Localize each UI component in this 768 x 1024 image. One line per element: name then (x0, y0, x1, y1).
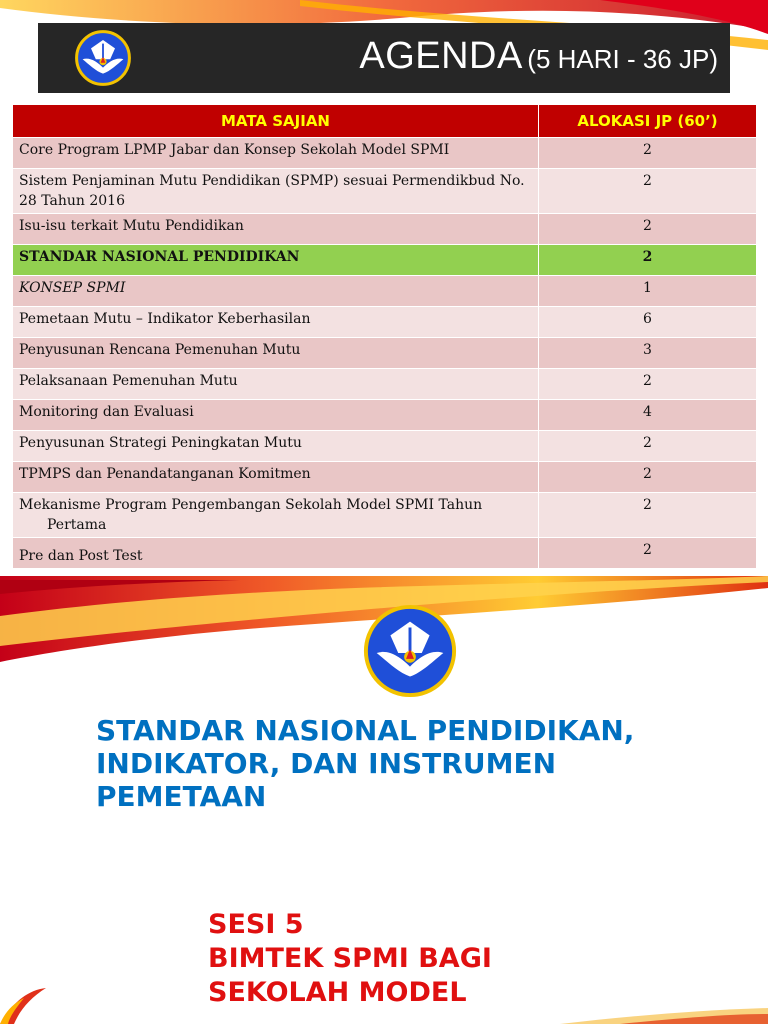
row-value: 2 (539, 169, 757, 214)
bottom-left-swoosh-decoration (0, 966, 80, 1024)
bottom-right-swoosh-decoration (560, 996, 768, 1024)
session-line: BIMTEK SPMI BAGI (208, 943, 492, 974)
row-value: 6 (539, 307, 757, 338)
agenda-title-sub: (5 HARI - 36 JP) (527, 44, 718, 74)
table-row (13, 338, 757, 369)
table-row (13, 462, 757, 493)
slide-title-line: INDIKATOR, DAN INSTRUMEN (96, 747, 557, 780)
table-row-highlighted (13, 245, 757, 276)
table-row (13, 493, 757, 538)
session-line: SEKOLAH MODEL (208, 977, 467, 1008)
tut-wuri-handayani-logo-icon (356, 602, 464, 700)
row-label: Penyusunan Rencana Pemenuhan Mutu (13, 338, 539, 369)
row-label: TPMPS dan Penandatanganan Komitmen (13, 462, 539, 493)
column-header-mata-sajian: MATA SAJIAN (13, 105, 539, 138)
slide-title-line: PEMETAAN (96, 780, 267, 813)
table-header-row (13, 105, 757, 138)
table-row (13, 369, 757, 400)
row-label: Pre dan Post Test (13, 538, 539, 569)
column-header-alokasi-jp: ALOKASI JP (60’) (539, 105, 757, 138)
agenda-table (12, 104, 757, 569)
slide-title-line: STANDAR NASIONAL PENDIDIKAN, (96, 714, 635, 747)
agenda-header-bar (38, 23, 730, 93)
row-label: Core Program LPMP Jabar dan Konsep Sekolah Model SPMI (13, 138, 539, 169)
row-label: Sistem Penjaminan Mutu Pendidikan (SPMP) sesuai Permendikbud No. 28 Tahun 2016 (13, 169, 539, 214)
row-label: Pemetaan Mutu – Indikator Keberhasilan (13, 307, 539, 338)
row-label-line1: Mekanisme Program Pengembangan Sekolah Model SPMI Tahun (19, 497, 483, 513)
row-value: 2 (539, 214, 757, 245)
row-value: 3 (539, 338, 757, 369)
title-slide (0, 576, 768, 1024)
agenda-title-main: AGENDA (359, 35, 523, 77)
row-value: 2 (539, 369, 757, 400)
row-value: 1 (539, 276, 757, 307)
row-label: Pelaksanaan Pemenuhan Mutu (13, 369, 539, 400)
row-value: 2 (539, 431, 757, 462)
row-label: Monitoring dan Evaluasi (13, 400, 539, 431)
row-value: 2 (539, 493, 757, 538)
table-row (13, 169, 757, 214)
row-value: 4 (539, 400, 757, 431)
slide-title (96, 714, 736, 813)
table-row (13, 400, 757, 431)
table-row (13, 214, 757, 245)
row-value: 2 (539, 245, 757, 276)
table-row (13, 307, 757, 338)
table-row (13, 276, 757, 307)
row-label-line2: Pertama (47, 517, 107, 533)
row-value: 2 (539, 138, 757, 169)
table-row (13, 138, 757, 169)
row-label (13, 493, 539, 538)
tut-wuri-handayani-logo-icon (72, 28, 134, 88)
table-row (13, 431, 757, 462)
row-value: 2 (539, 462, 757, 493)
session-subtitle (208, 908, 492, 1010)
row-label: Isu-isu terkait Mutu Pendidikan (13, 214, 539, 245)
row-label: Penyusunan Strategi Peningkatan Mutu (13, 431, 539, 462)
table-row (13, 538, 757, 569)
session-line: SESI 5 (208, 909, 304, 940)
row-value: 2 (539, 538, 757, 569)
agenda-title (359, 35, 718, 78)
row-label: STANDAR NASIONAL PENDIDIKAN (13, 245, 539, 276)
row-label: KONSEP SPMI (13, 276, 539, 307)
